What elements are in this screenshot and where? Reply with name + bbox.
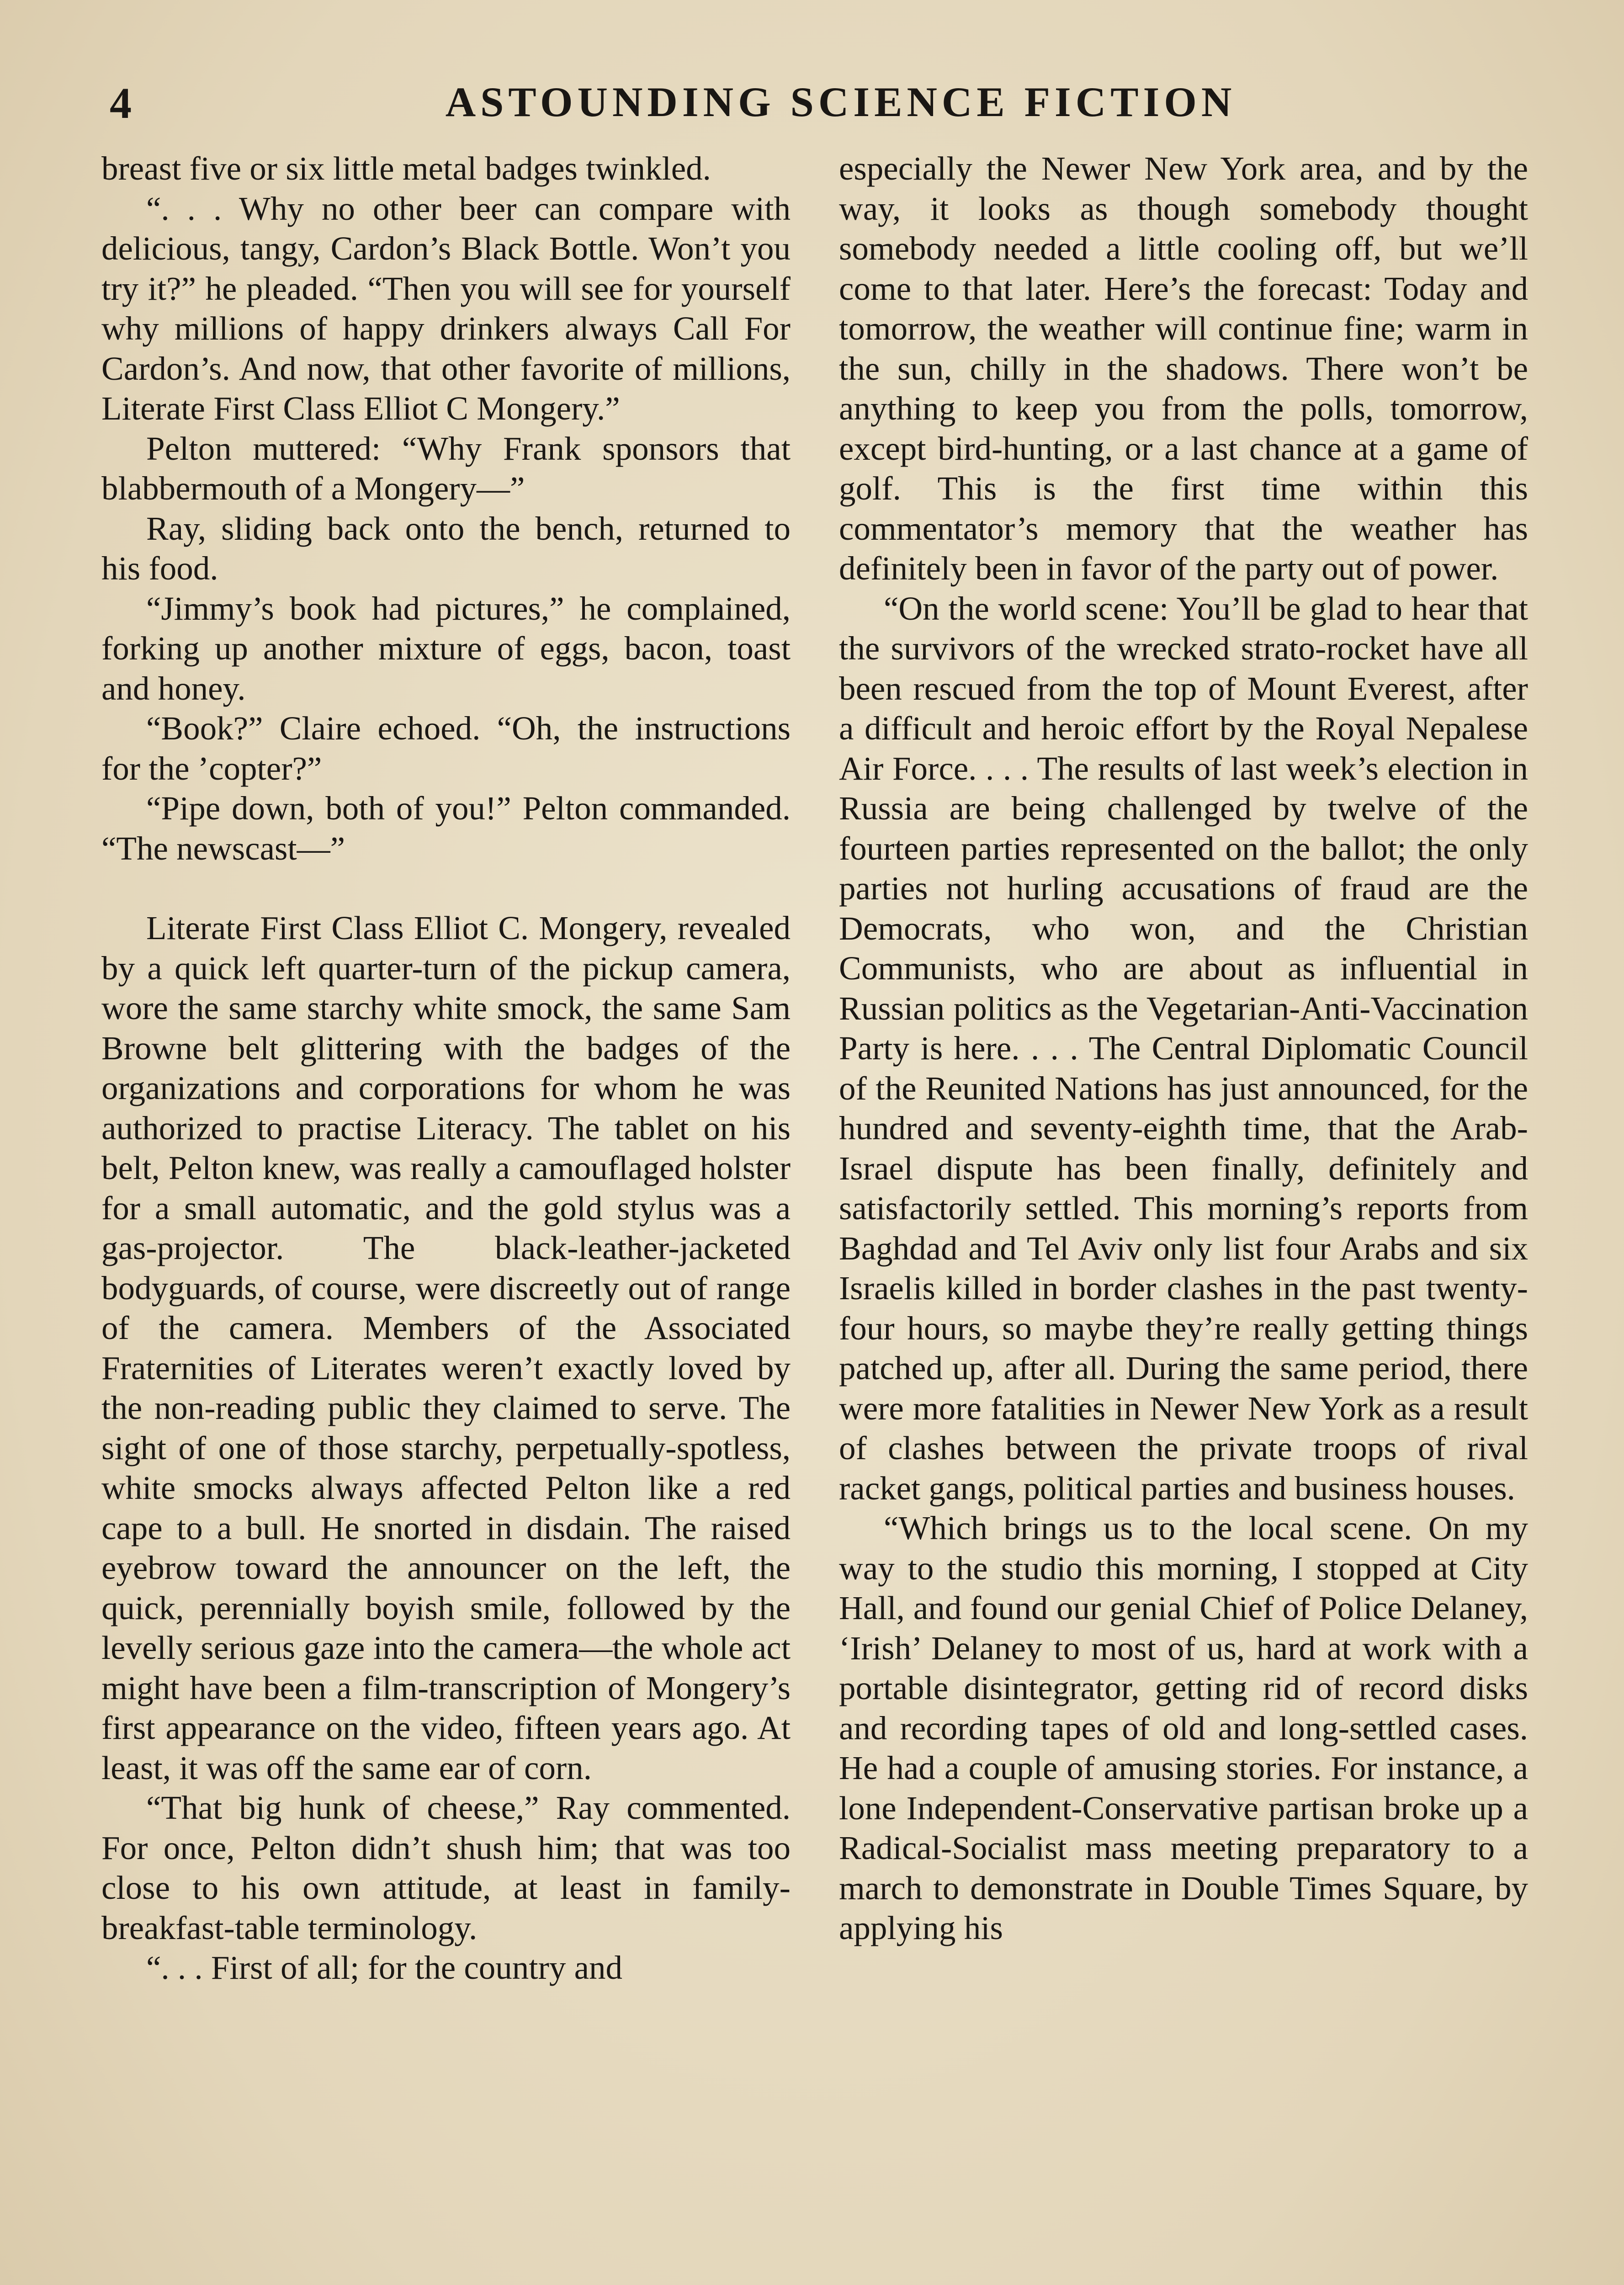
paragraph: “Pipe down, both of you!” Pelton commanded. “The newscast—” — [101, 790, 791, 867]
paragraph: “Jimmy’s book had pictures,” he complained, forking up another mixture of eggs, bacon, toast and honey. — [101, 590, 791, 707]
paragraph: “. . . First of all; for the country and — [146, 1949, 623, 1986]
paragraph: “Which brings us to the local scene. On my way to the studio this morning, I stopped at City Hall, and found our genial Chief of Police Delaney, ‘Irish’ Delaney to most of us, hard at work with a portable disintegrator, getting rid of record disks and recording tapes of old and long-settled cases. He had a couple of amusing stories. For instance, a lone Independent-Conservative partisan broke up a Radical-Socialist mass meeting preparatory to a march to demonstrate in Double Times Square, by applying his — [839, 1509, 1528, 1946]
right-text-column — [839, 149, 1528, 1948]
paragraph: “That big hunk of cheese,” Ray commented. For once, Pelton didn’t shush him; that was too close to his own attitude, at least in family-breakfast-table terminology. — [101, 1789, 791, 1946]
running-title: ASTOUNDING SCIENCE FICTION — [445, 79, 1237, 125]
paragraph: “On the world scene: You’ll be glad to hear that the survivors of the wrecked strato-rocket have all been rescued from the top of Mount Everest, after a difficult and heroic effort by the Royal Nepalese Air Force. . . . The results of last week’s election in Russia are being challenged by twelve of the fourteen parties represented on the ballot; the only parties not hurling accusations of fraud are the Democrats, who won, and the Christian Communists, who are about as influential in Russian politics as the Vegetarian-Anti-Vaccination Party is here. . . . The Central Diplomatic Council of the Reunited Nations has just announced, for the hundred and seventy-eighth time, that the Arab-Israel dispute has been finally, definitely and satisfactorily settled. This morning’s reports from Baghdad and Tel Aviv only list four Arabs and six Israelis killed in border clashes in the past twenty-four hours, so maybe they’re really getting things patched up, after all. During the same period, there were more fatalities in Newer New York as a result of clashes between the private troops of rival racket gangs, political parties and business houses. — [839, 590, 1528, 1507]
paragraph: Ray, sliding back onto the bench, returned to his food. — [101, 510, 791, 587]
paragraph: “Book?” Claire echoed. “Oh, the instructions for the ’copter?” — [101, 710, 791, 787]
paragraph: especially the Newer New York area, and by the way, it looks as though somebody thought somebody needed a little cooling off, but we’ll come to that later. Here’s the forecast: Today and tomorrow, the weather will continue fine; warm in the sun, chilly in the shadows. There won’t be anything to keep you from the polls, tomorrow, except bird-hunting, or a last chance at a game of golf. This is the first time within this commentator’s memory that the weather has definitely been in favor of the party out of power. — [839, 150, 1528, 587]
left-text-column — [101, 149, 791, 1988]
paragraph: “. . . Why no other beer can compare with delicious, tangy, Cardon’s Black Bottle. Won’t you try it?” he pleaded. “Then you will see for yourself why millions of happy drinkers always Call For Cardon’s. And now, that other favorite of millions, Literate First Class Elliot C Mongery.” — [101, 190, 791, 427]
paragraph: breast five or six little metal badges twinkled. — [101, 150, 711, 187]
paragraph: Pelton muttered: “Why Frank sponsors that blabbermouth of a Mongery—” — [101, 430, 791, 507]
page-header — [91, 69, 1535, 133]
page-number: 4 — [110, 79, 133, 128]
paragraph: Literate First Class Elliot C. Mongery, revealed by a quick left quarter-turn of the pickup camera, wore the same starchy white smock, the same Sam Browne belt glittering with the badges of the organizations and corporations for whom he was authorized to practise Literacy. The tablet on his belt, Pelton knew, was really a camouflaged holster for a small automatic, and the gold stylus was a gas-projector. The black-leather-jacketed bodyguards, of course, were discreetly out of range of the camera. Members of the Associated Fraternities of Literates weren’t exactly loved by the non-reading public they claimed to serve. The sight of one of those starchy, perpetually-spotless, white smocks always affected Pelton like a red cape to a bull. He snorted in disdain. The raised eyebrow toward the announcer on the left, the quick, perennially boyish smile, followed by the levelly serious gaze into the camera—the whole act might have been a film-transcription of Mongery’s first appearance on the video, fifteen years ago. At least, it was off the same ear of corn. — [101, 909, 791, 1786]
